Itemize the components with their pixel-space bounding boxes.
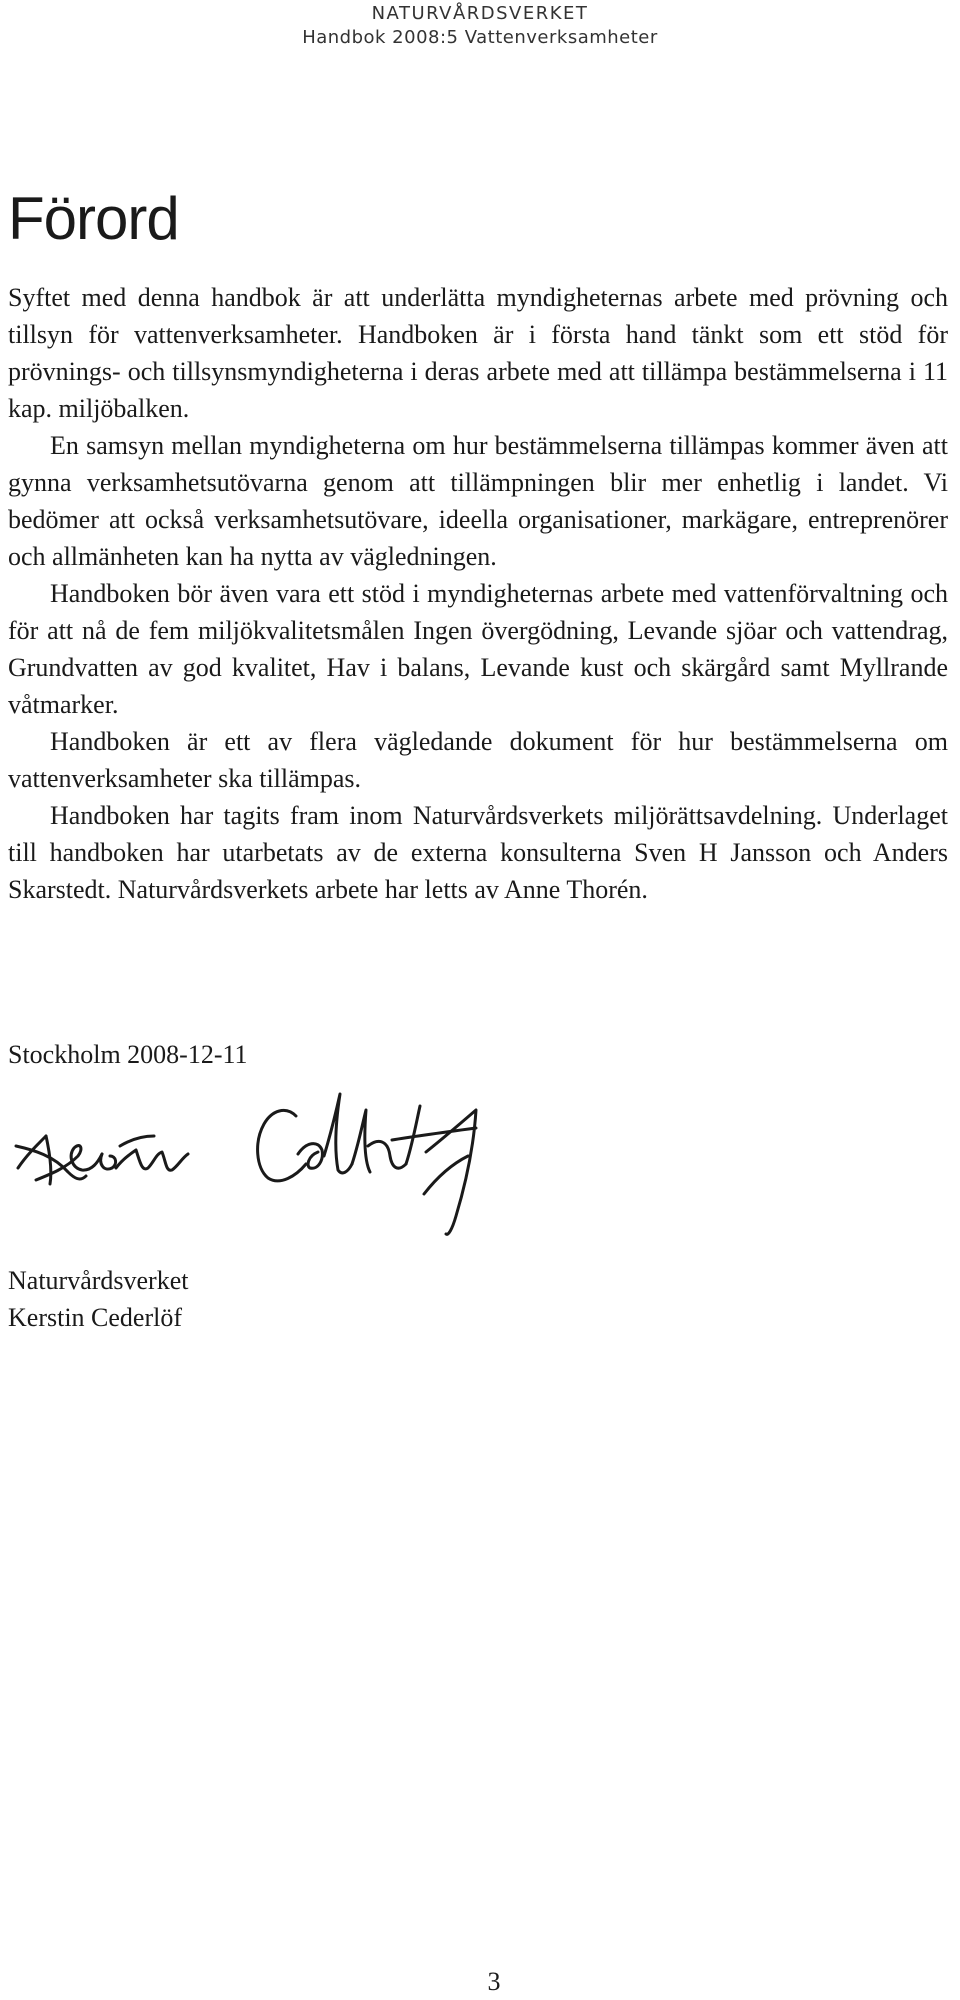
header-publication: Handbok 2008:5 Vattenverksamheter [302, 27, 658, 48]
header-organization: NATURVÅRDSVERKET [371, 3, 589, 24]
signer-name: Kerstin Cederlöf [8, 1303, 183, 1332]
foreword-body [8, 279, 948, 908]
paragraph-consensus: En samsyn mellan myndigheterna om hur bestämmelserna tillämpas kommer även att gynna verksamhetsutövarna genom att tillämpningen blir mer enhetlig i landet. Vi bedömer att också verksamhetsutövare, ideella organisationer, markägare, entreprenörer och allmänheten kan ha nytta av vägledningen. [8, 431, 948, 571]
running-header [0, 2, 960, 50]
signer-organization: Naturvårdsverket [8, 1266, 189, 1295]
paragraph-authorship: Handboken har tagits fram inom Naturvårdsverkets miljörättsavdelning. Underlaget till handboken har utarbetats av de externa konsulterna Sven H Jansson och Anders Skarstedt. Naturvårdsverkets arbete har letts av Anne Thorén. [8, 801, 948, 904]
signature-image [6, 1076, 526, 1246]
paragraph-purpose: Syftet med denna handbok är att underlätta myndigheternas arbete med prövning och tillsyn för vattenverksamheter. Handboken är i första hand tänkt som ett stöd för prövnings- och tillsynsmyndigheterna i deras arbete med att tillämpa bestämmelserna i 11 kap. miljöbalken. [8, 283, 948, 423]
page-title: Förord [8, 185, 179, 252]
paragraph-guidance-documents: Handboken är ett av flera vägledande dokument för hur bestämmelserna om vattenverksamheter ska tillämpas. [8, 727, 948, 793]
paragraph-environmental-goals: Handboken bör även vara ett stöd i myndigheternas arbete med vattenförvaltning och för att nå de fem miljökvalitetsmålen Ingen övergödning, Levande sjöar och vattendrag, Grundvatten av god kvalitet, Hav i balans, Levande kust och skärgård samt Myllrande våtmarker. [8, 579, 948, 719]
signer-block [8, 1262, 188, 1336]
place-date: Stockholm 2008-12-11 [8, 1040, 248, 1069]
page-number: 3 [487, 1967, 501, 1996]
